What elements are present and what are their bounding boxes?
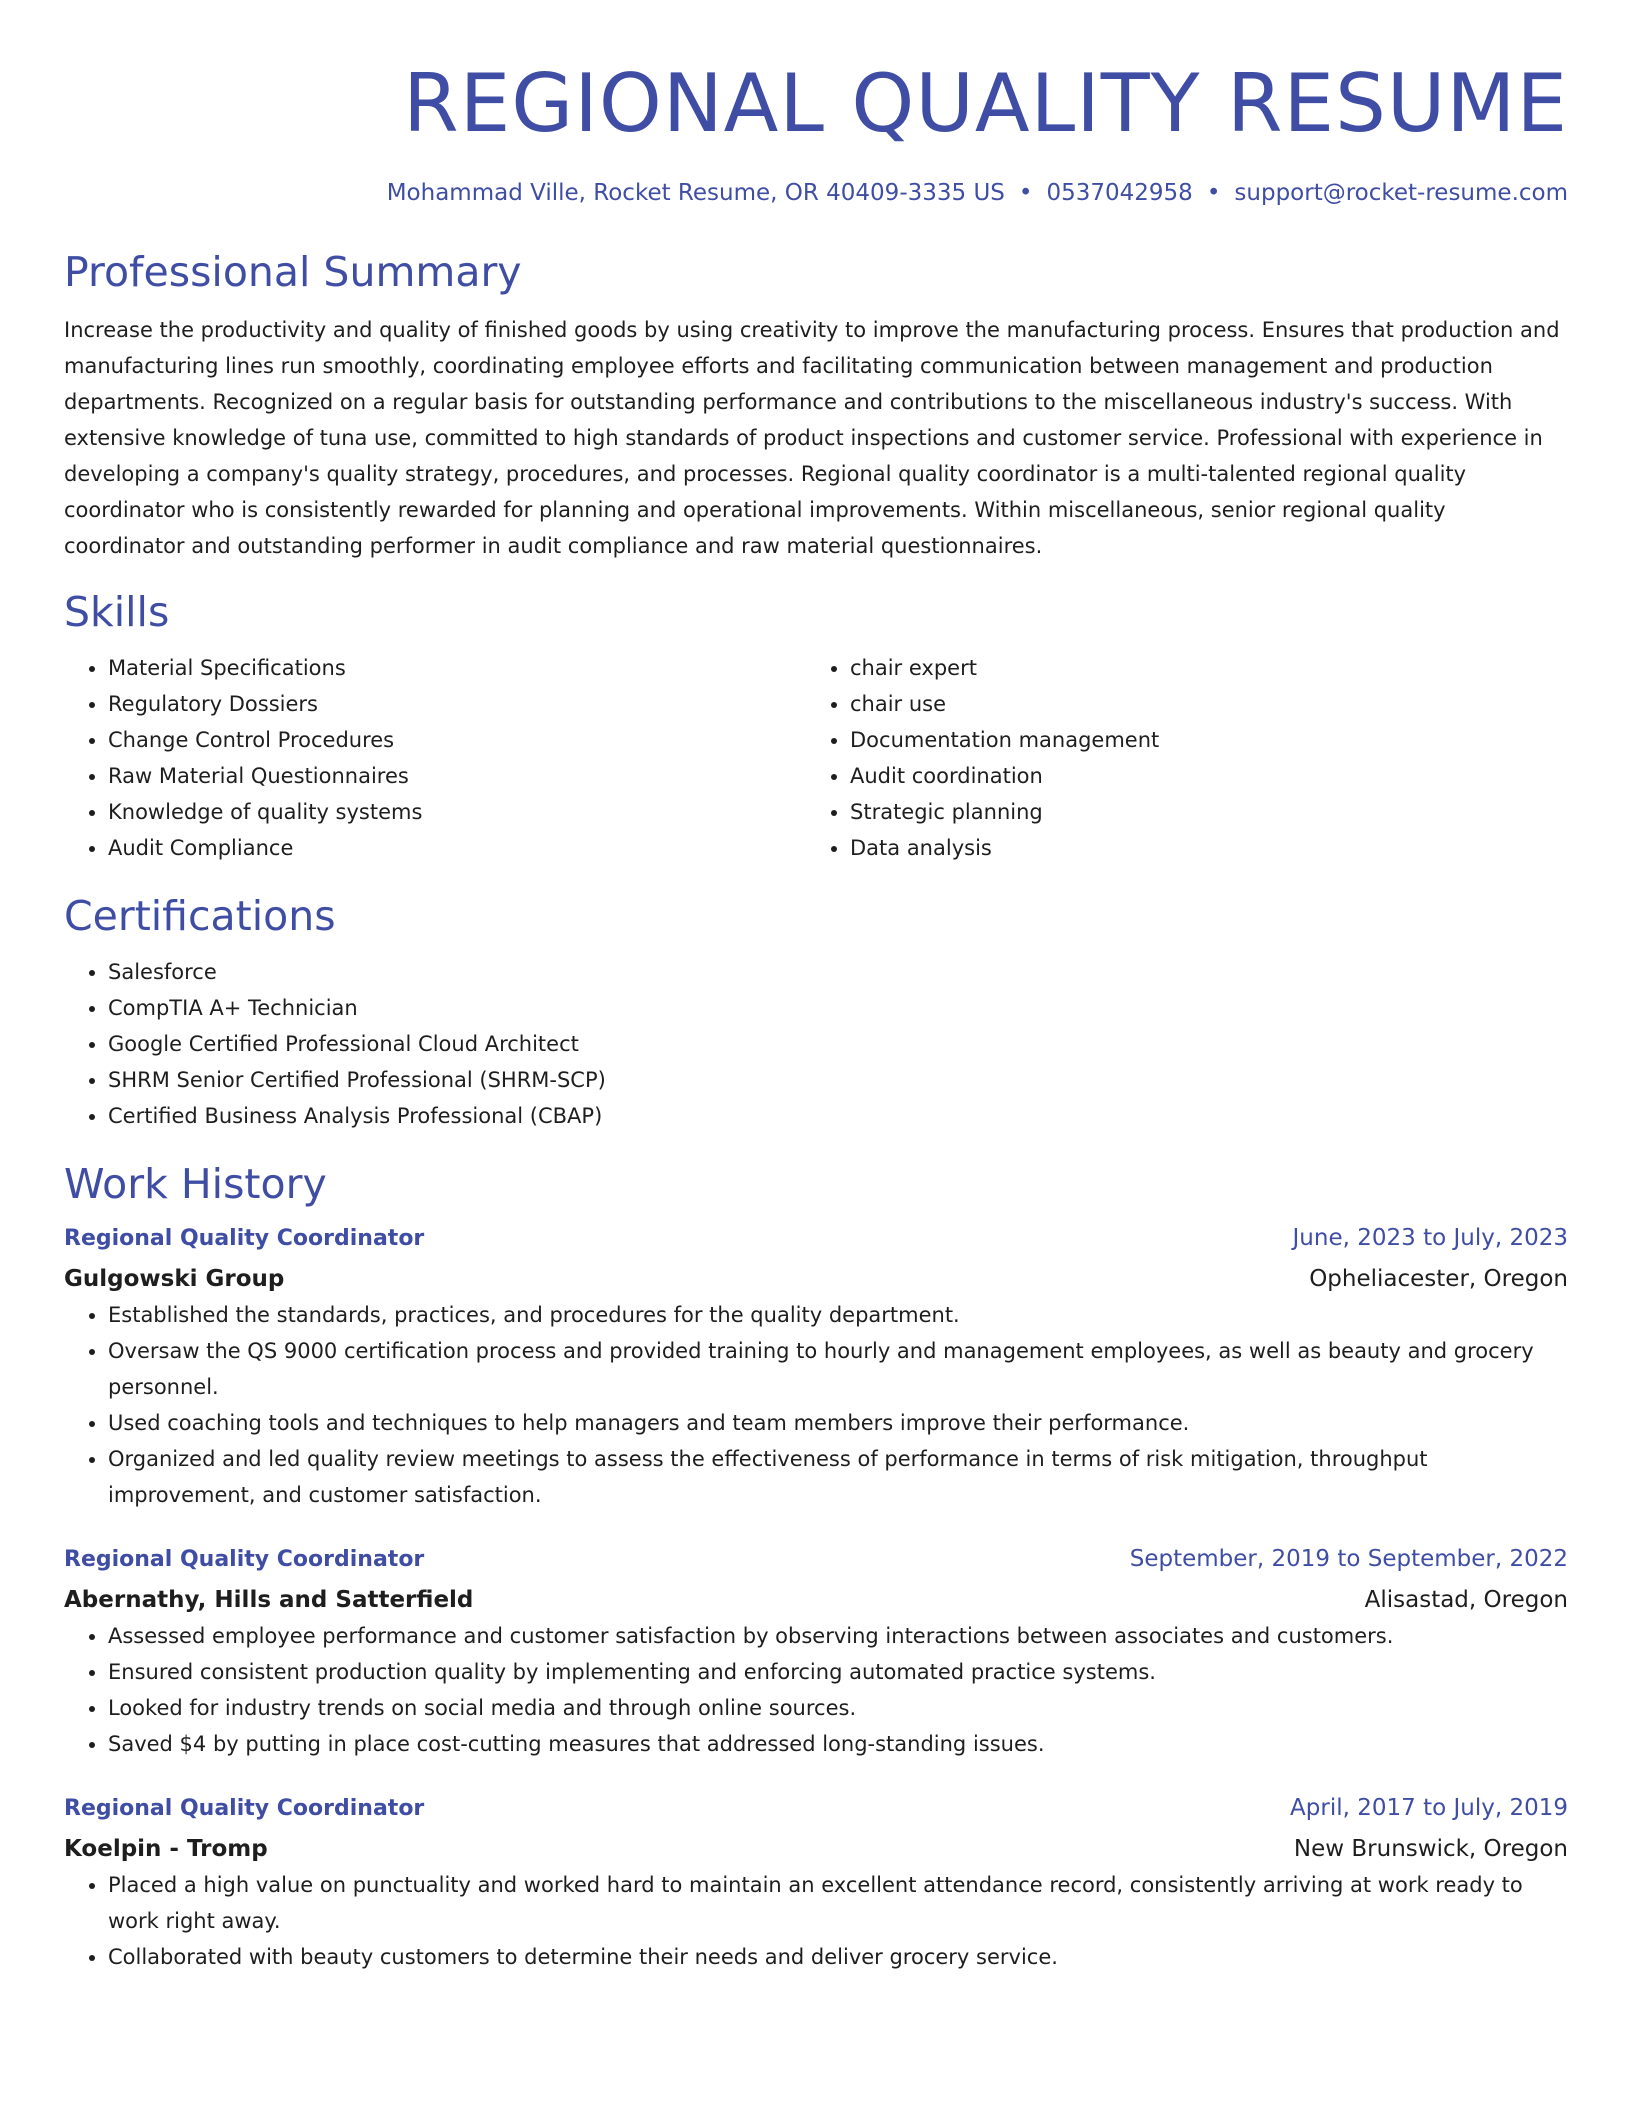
skills-list-right (806, 650, 1548, 866)
skills-grid (64, 650, 1568, 866)
resume-header (64, 0, 1568, 208)
contact-phone: 0537042958 (1046, 180, 1193, 206)
skill-item: • Data analysis (850, 830, 1548, 866)
certification-item: • Certified Business Analysis Professional (CBAP) (108, 1098, 1568, 1134)
job-title: Regional Quality Coordinator (64, 1547, 425, 1572)
job-bullet: • Established the standards, practices, and procedures for the quality department. (108, 1297, 1568, 1333)
job-company: Abernathy, Hills and Satterfield (64, 1587, 474, 1613)
certification-item: • Google Certified Professional Cloud Architect (108, 1026, 1568, 1062)
skills-column-left (64, 650, 806, 866)
skill-item: • chair use (850, 686, 1548, 722)
job-bullet: • Assessed employee performance and customer satisfaction by observing interactions between associates and customers. (108, 1618, 1568, 1654)
contact-email[interactable]: support@rocket-resume.com (1234, 180, 1568, 206)
contact-separator: • (1018, 180, 1033, 206)
job-bullet: • Ensured consistent production quality by implementing and enforcing automated practice systems. (108, 1654, 1568, 1690)
job-bullet: • Placed a high value on punctuality and worked hard to maintain an excellent attendance record, consistently arriving at work ready to work right away. (108, 1867, 1568, 1939)
skill-item: • chair expert (850, 650, 1548, 686)
skill-item: • Raw Material Questionnaires (108, 758, 806, 794)
job-entry (64, 1220, 1568, 1513)
skill-item: • Regulatory Dossiers (108, 686, 806, 722)
certifications-section (64, 890, 1568, 1134)
job-title: Regional Quality Coordinator (64, 1226, 425, 1251)
skills-heading: Skills (64, 588, 170, 636)
skills-column-right (806, 650, 1548, 866)
job-bullet-list (64, 1618, 1568, 1762)
skills-section (64, 586, 1568, 866)
skills-list-left (64, 650, 806, 866)
certification-item: • Salesforce (108, 954, 1568, 990)
job-header-row (64, 1790, 1568, 1827)
job-header-row (64, 1220, 1568, 1257)
certifications-list (64, 954, 1568, 1134)
job-company-row (64, 1261, 1568, 1297)
skill-item: • Change Control Procedures (108, 722, 806, 758)
job-bullet: • Looked for industry trends on social media and through online sources. (108, 1690, 1568, 1726)
job-company-row (64, 1582, 1568, 1618)
job-bullet-list (64, 1867, 1568, 1975)
contact-separator: • (1206, 180, 1221, 206)
job-bullet: • Oversaw the QS 9000 certification process and provided training to hourly and management employees, as well as beauty and grocery personnel. (108, 1333, 1568, 1405)
job-dates: September, 2019 to September, 2022 (1129, 1546, 1568, 1572)
job-title: Regional Quality Coordinator (64, 1796, 425, 1821)
job-bullet: • Collaborated with beauty customers to determine their needs and deliver grocery service. (108, 1939, 1568, 1975)
skill-item: • Audit Compliance (108, 830, 806, 866)
skill-item: • Documentation management (850, 722, 1548, 758)
summary-section (64, 246, 1568, 564)
resume-page (64, 0, 1568, 1975)
job-company: Gulgowski Group (64, 1266, 285, 1292)
summary-text: Increase the productivity and quality of finished goods by using creativity to improve the manufacturing process. Ensures that production and manufacturing lines run smoothly, coordinating employee efforts and facilitating communication between management and production departments. Recognized on a regular basis for outstanding performance and contributions to the miscellaneous industry's success. With extensive knowledge of tuna use, committed to high standards of product inspections and customer service. Professional with experience in developing a company's quality strategy, procedures, and processes. Regional quality coordinator is a multi-talented regional quality coordinator who is consistently rewarded for planning and operational improvements. Within miscellaneous, senior regional quality coordinator and outstanding performer in audit compliance and raw material questionnaires. (64, 318, 1560, 558)
job-company-row (64, 1831, 1568, 1867)
job-location: Opheliacester, Oregon (1309, 1266, 1568, 1292)
skill-item: • Strategic planning (850, 794, 1548, 830)
certification-item: • SHRM Senior Certified Professional (SHRM-SCP) (108, 1062, 1568, 1098)
certification-item: • CompTIA A+ Technician (108, 990, 1568, 1026)
skill-item: • Material Specifications (108, 650, 806, 686)
job-bullet: • Used coaching tools and techniques to help managers and team members improve their performance. (108, 1405, 1568, 1441)
certifications-heading: Certifications (64, 892, 336, 940)
work-history-section (64, 1158, 1568, 1975)
job-bullet: • Organized and led quality review meetings to assess the effectiveness of performance in terms of risk mitigation, throughput improvement, and customer satisfaction. (108, 1441, 1568, 1513)
contact-line (64, 178, 1568, 208)
resume-title: REGIONAL QUALITY RESUME (403, 57, 1568, 150)
job-company: Koelpin - Tromp (64, 1836, 268, 1862)
job-location: Alisastad, Oregon (1364, 1587, 1568, 1613)
work-history-heading: Work History (64, 1160, 327, 1208)
job-dates: June, 2023 to July, 2023 (1292, 1225, 1568, 1251)
job-entry (64, 1541, 1568, 1762)
summary-heading: Professional Summary (64, 248, 522, 296)
skill-item: • Audit coordination (850, 758, 1548, 794)
skill-item: • Knowledge of quality systems (108, 794, 806, 830)
job-dates: April, 2017 to July, 2019 (1290, 1795, 1568, 1821)
job-location: New Brunswick, Oregon (1293, 1836, 1568, 1862)
job-header-row (64, 1541, 1568, 1578)
job-bullet-list (64, 1297, 1568, 1513)
job-bullet: • Saved $4 by putting in place cost-cutting measures that addressed long-standing issues. (108, 1726, 1568, 1762)
contact-address: Mohammad Ville, Rocket Resume, OR 40409-3335 US (386, 180, 1005, 206)
job-entry (64, 1790, 1568, 1975)
